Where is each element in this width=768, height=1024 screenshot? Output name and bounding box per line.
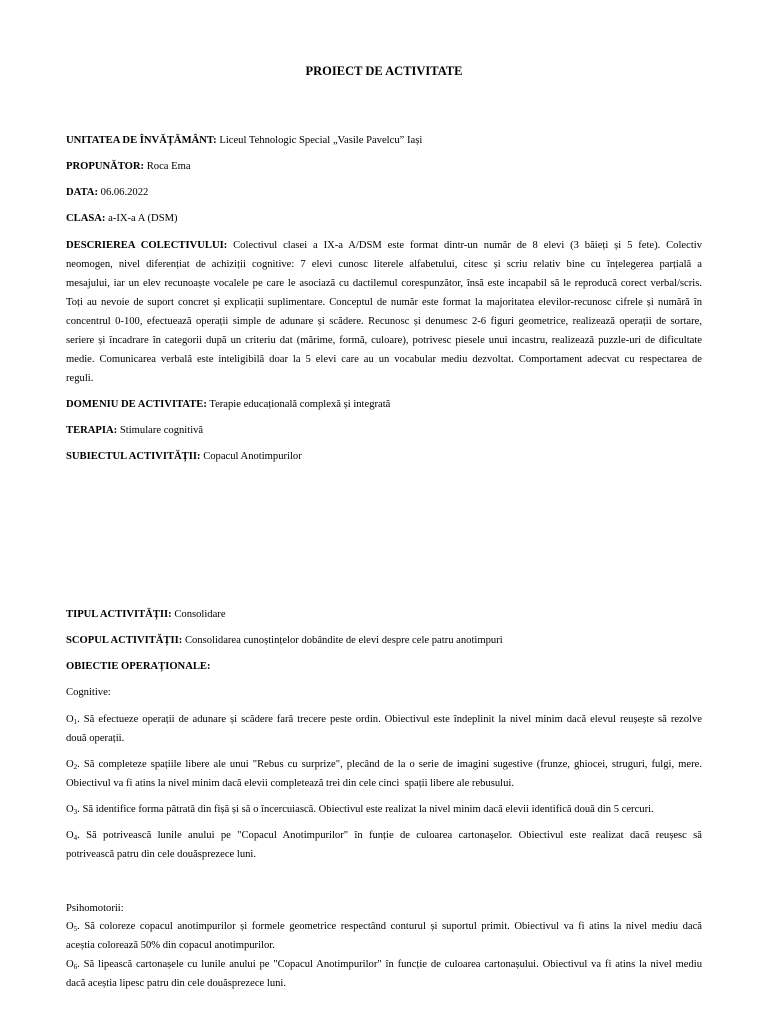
field-label: TERAPIA: [66,425,118,436]
paragraph-line: medie. Comunicarea verbală este inteligibilă doar la 5 elevi care au un vocabular mediu dezvoltat. Comportament adecvat cu respectarea de [66,354,702,365]
objective-o1: $O_1$. Să efectueze operații de adunare și scădere fară trecere peste ordin. Obiectivul este îndeplinit la nivel minim dacă elevul reușește să rezolve două operații. [66,714,702,744]
field-propunator [66,157,702,176]
field-tipul [66,605,702,624]
field-label: OBIECTIE OPERAȚIONALE: [66,661,211,672]
cognitive-heading: Cognitive: [66,687,111,698]
paragraph-line: neomogen, nivel diferențiat de achiziții cognitive: 7 elevi cunosc literele alfabetului, citesc și scriu relativ bine cu înțelegerea parțială a [66,259,702,270]
field-value: Consolidarea cunoștințelor dobândite de elevi despre cele patru anotimpuri [184,635,503,646]
objective-o3: $O_3$. Să identifice forma pătrată din fișă și să o încercuiască. Obiectivul este realizat la nivel minim dacă elevii identifică două din 5 cercuri. [66,804,654,816]
objective-o6: $O_6$. Să lipească cartonașele cu lunile anului pe "Copacul Anotimpurilor" în funcție de culoarea cartonașului. Obiectivul va fi atins la nivel mediu dacă aceștia lipesc patru din cele douăsprezece luni. [66,959,702,989]
field-value: Stimulare cognitivă [119,425,204,436]
field-value: Liceul Tehnologic Special „Vasile Pavelcu” Iași [219,135,423,146]
field-label: UNITATEA DE ÎNVĂȚĂMÂNT: [66,135,217,146]
field-clasa [66,209,702,228]
paragraph-line: Toți au nevoie de suport concret și explicații suplimentare. Conceptul de număr este format la majoritatea elevilor-recunosc cifrele și numără în [66,297,702,308]
psiho-heading: Psihomotorii: [66,903,124,914]
field-value: a-IX-a A (DSM) [108,213,178,224]
field-terapia [66,421,702,440]
field-label: TIPUL ACTIVITĂȚII: [66,609,172,620]
document-title: PROIECT DE ACTIVITATE [305,64,463,78]
field-label: DOMENIU DE ACTIVITATE: [66,399,207,410]
objective-o2: $O_2$. Să completeze spațiile libere ale unui "Rebus cu surprize", plecând de la o serie de imagini sugestive (frunze, ghiocei, struguri, fulgi, mere. Obiectivul va fi atins la nivel minim dacă elevii completează trei din cele cinci spații libere ale rebusului. [66,759,702,789]
field-unitatea [66,131,702,150]
field-scopul [66,631,702,650]
descrierea-paragraph [66,236,702,388]
paragraph-line: mesajului, iar un elev recunoaște vocalele pe care le asociază cu dactilemul corespunzător, însă este incapabil să le reproducă corect verbal/scris. [66,278,702,289]
field-subiectul [66,447,702,466]
field-value: 06.06.2022 [100,187,149,198]
field-value: Terapie educațională complexă și integrată [209,399,391,410]
field-value: Consolidare [174,609,226,620]
field-data [66,183,702,202]
field-label: SUBIECTUL ACTIVITĂȚII: [66,451,201,462]
paragraph-line: reguli. [66,373,94,384]
obiective-heading [66,657,702,676]
objective-o5: $O_5$. Să coloreze copacul anotimpurilor și formele geometrice respectând conturul și suportul primit. Obiectivul va fi atins la nivel mediu dacă aceștia colorează 50% din copacul anotimpurilor. [66,921,702,951]
paragraph-line: DESCRIEREA COLECTIVULUI: Colectivul clasei a IX-a A/DSM este format dintr-un număr de 8 elevi (3 băieți și 5 fete). Colectiv [66,240,702,251]
paragraph-line: concentrul 0-100, efectuează operații simple de adunare și scădere. Recunosc și denumesc 2-6 figuri geometrice, realizează operații de sortare, [66,316,702,327]
paragraph-line: seriere și încadrare în categorii după un criteriu dat (mărime, formă, culoare), potrivesc piesele unui incastru, realizează puzzle-uri de dificultate [66,335,702,346]
field-domeniu [66,395,702,414]
field-label: PROPUNĂTOR: [66,161,145,172]
field-label: SCOPUL ACTIVITĂȚII: [66,635,183,646]
field-label: DESCRIEREA COLECTIVULUI: [66,240,228,251]
field-label: CLASA: [66,213,106,224]
field-value: Roca Ema [146,161,191,172]
field-value: Copacul Anotimpurilor [203,451,302,462]
objective-o4: $O_4$. Să potrivească lunile anului pe "Copacul Anotimpurilor" în funție de culoarea cartonașelor. Obiectivul este realizat dacă reușesc să potrivească patru din cele douăsprezece luni. [66,830,702,860]
field-label: DATA: [66,187,98,198]
